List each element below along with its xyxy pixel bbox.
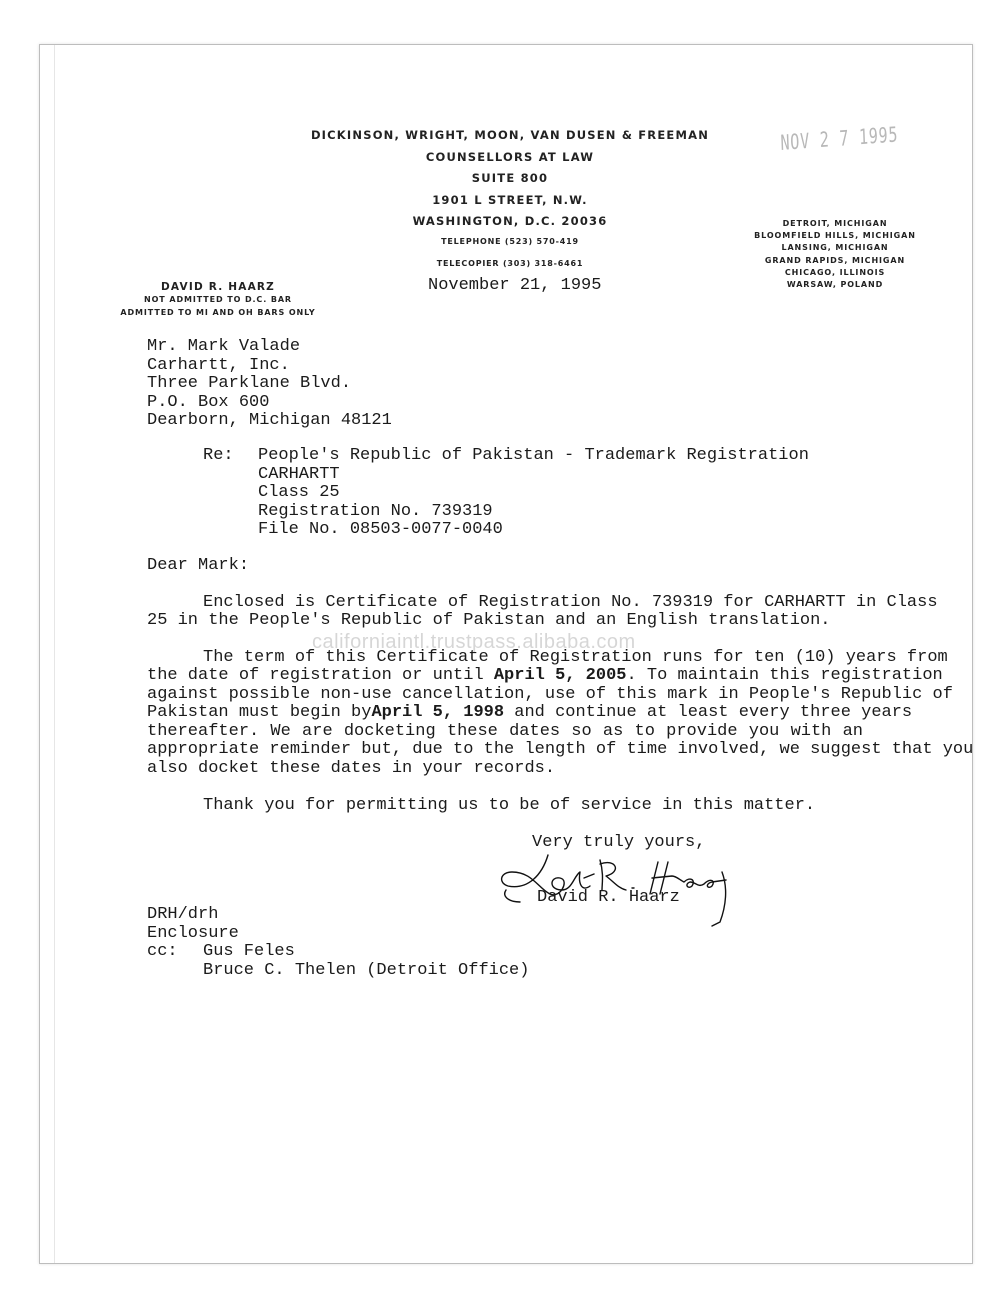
salutation: Dear Mark: — [147, 556, 250, 575]
paragraph-line: 25 in the People's Republic of Pakistan and an English translation. — [147, 611, 831, 630]
text-run: . To maintain this registration — [626, 666, 943, 685]
firm-telecopier: TELECOPIER (303) 318-6461 — [436, 259, 584, 268]
office-locations — [740, 218, 930, 291]
office-location: DETROIT, MICHIGAN — [782, 219, 888, 228]
paragraph-line: thereafter. We are docketing these dates so as to provide you with an — [147, 721, 863, 741]
cc-recipient: Bruce C. Thelen (Detroit Office) — [203, 960, 530, 980]
sender-block — [100, 280, 336, 319]
cc-label: cc: — [147, 942, 178, 961]
closing: Very truly yours, — [532, 833, 706, 852]
reference-block — [147, 906, 239, 943]
paragraph-line: also docket these dates in your records. — [147, 758, 556, 778]
text-run: the date of registration or until — [147, 666, 484, 685]
firm-suite: SUITE 800 — [471, 171, 549, 185]
address-line: Three Parklane Blvd. — [147, 374, 352, 393]
paragraph-line: appropriate reminder but, due to the length of time involved, we suggest that you — [147, 740, 974, 759]
office-location: LANSING, MICHIGAN — [781, 243, 889, 253]
paragraph-line — [147, 703, 913, 723]
page-edge-shadow — [54, 45, 55, 1263]
paragraph-line: The term of this Certificate of Registration runs for ten (10) years from — [203, 648, 948, 667]
paragraph-2 — [147, 666, 974, 778]
paragraph-line: Enclosed is Certificate of Registration No. 739319 for CARHARTT in Class — [203, 593, 938, 612]
re-subject — [258, 447, 809, 540]
firm-telephone: TELEPHONE (523) 570-419 — [441, 237, 579, 246]
address-line: P.O. Box 600 — [147, 392, 270, 412]
sender-name: DAVID R. HAARZ — [161, 281, 275, 293]
address-line: Dearborn, Michigan 48121 — [147, 411, 392, 430]
firm-tagline: COUNSELLORS AT LAW — [425, 150, 595, 164]
deadline-date: April 5, 2005 — [493, 666, 627, 685]
sender-bar-note: NOT ADMITTED TO D.C. BAR — [144, 295, 292, 304]
paragraph-1 — [203, 594, 938, 613]
cc-list — [203, 943, 529, 980]
paragraph-line — [147, 666, 943, 686]
re-line: CARHARTT — [258, 464, 340, 484]
office-location: BLOOMFIELD HILLS, MICHIGAN — [754, 231, 916, 241]
re-line: File No. 08503-0077-0040 — [258, 520, 503, 539]
cc-recipient: Gus Feles — [203, 942, 295, 961]
enclosure-note: Enclosure — [147, 923, 239, 943]
watermark: californiaintl.trustpass.alibaba.com — [312, 631, 636, 653]
office-location: CHICAGO, ILLINOIS — [784, 267, 886, 277]
text-run: Pakistan must begin by — [147, 703, 372, 722]
address-line: Mr. Mark Valade — [147, 337, 301, 356]
deadline-date: April 5, 1998 — [371, 703, 505, 722]
firm-street: 1901 L STREET, N.W. — [432, 193, 588, 207]
re-line: People's Republic of Pakistan - Trademark Registration — [258, 446, 809, 465]
text-run: and continue at least every three years — [514, 703, 913, 722]
firm-name: DICKINSON, WRIGHT, MOON, VAN DUSEN & FREEMAN — [310, 128, 710, 142]
letter-date: November 21, 1995 — [428, 276, 602, 295]
recipient-address — [147, 338, 392, 431]
firm-city: WASHINGTON, D.C. 20036 — [412, 214, 608, 228]
office-location: WARSAW, POLAND — [786, 280, 884, 290]
re-label: Re: — [203, 446, 234, 465]
office-location: GRAND RAPIDS, MICHIGAN — [764, 255, 906, 265]
address-line: Carhartt, Inc. — [147, 355, 290, 375]
received-date-stamp: NOV 2 7 1995 — [780, 122, 899, 155]
re-line: Registration No. 739319 — [258, 501, 493, 521]
sender-bar-note: ADMITTED TO MI AND OH BARS ONLY — [120, 307, 316, 317]
paragraph-line: against possible non-use cancellation, use of this mark in People's Republic of — [147, 684, 953, 704]
signatory-name: David R. Haarz — [537, 888, 680, 907]
re-line: Class 25 — [258, 483, 340, 502]
paragraph-3: Thank you for permitting us to be of service in this matter. — [203, 796, 816, 815]
typist-initials: DRH/drh — [147, 905, 219, 924]
paragraph-1-cont — [147, 612, 831, 631]
